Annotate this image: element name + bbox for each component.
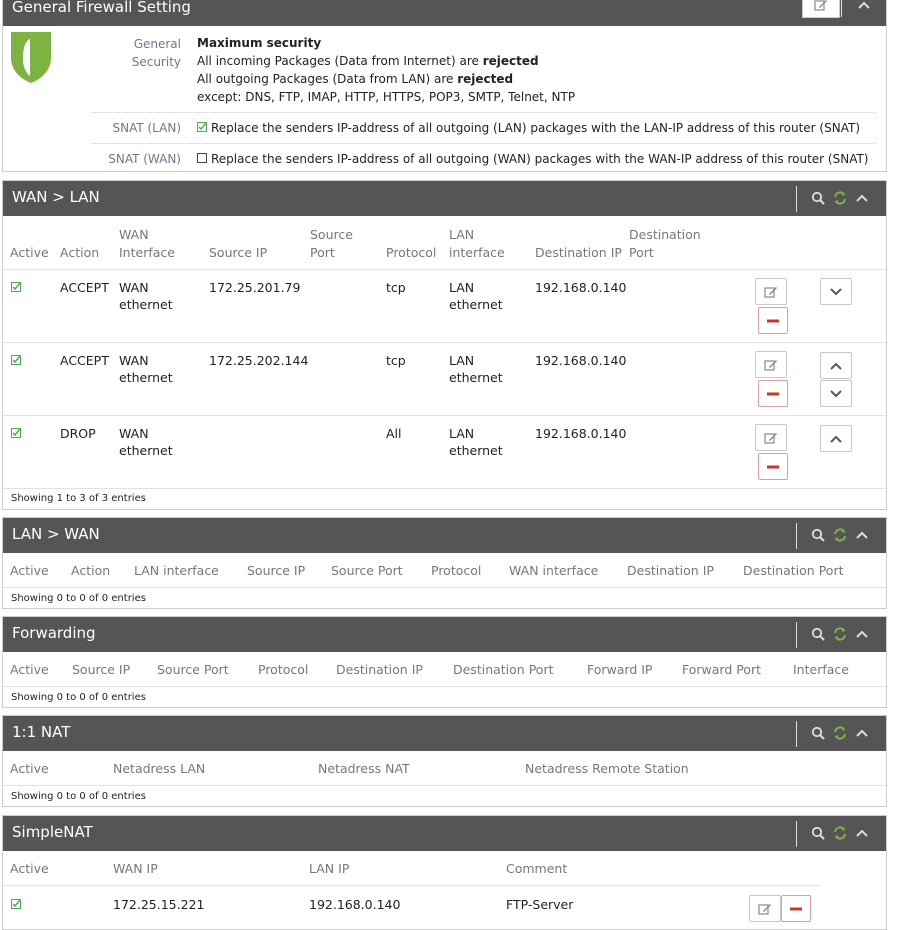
refresh-icon <box>833 726 847 740</box>
cell-wan-interface <box>119 352 173 386</box>
panel-tools <box>796 617 886 652</box>
col-forward-port: Forward Port <box>682 662 762 677</box>
header-line: interface <box>449 245 505 260</box>
divider <box>3 686 886 687</box>
divider <box>796 186 797 212</box>
cell-lan-interface <box>449 352 503 386</box>
search-button[interactable] <box>810 626 826 642</box>
col-source-port: Source Port <box>331 563 403 578</box>
cell-destination-ip: 192.168.0.140 <box>535 426 627 441</box>
move-up-button[interactable] <box>820 352 852 379</box>
divider <box>796 523 797 549</box>
col-forward-ip: Forward IP <box>587 662 653 677</box>
nat11-panel <box>2 715 887 807</box>
entries-info: Showing 0 to 0 of 0 entries <box>11 692 146 703</box>
col-destination-port <box>629 226 701 262</box>
edit-button[interactable] <box>749 895 781 922</box>
entries-info: Showing 0 to 0 of 0 entries <box>11 791 146 802</box>
chevron-up-icon <box>857 0 871 10</box>
cell-action: DROP <box>60 426 96 441</box>
col-active: Active <box>10 245 49 260</box>
collapse-button[interactable] <box>854 825 870 841</box>
divider <box>796 721 797 747</box>
forwarding-panel <box>2 616 887 708</box>
col-protocol: Protocol <box>386 245 437 260</box>
chevron-up-icon <box>829 434 843 444</box>
search-icon <box>811 191 825 205</box>
search-icon <box>811 726 825 740</box>
divider <box>796 821 797 847</box>
col-netadress-nat: Netadress NAT <box>318 761 410 776</box>
panel-header <box>3 181 886 216</box>
snat-wan-text: Replace the senders IP-address of all outgoing (WAN) packages with the WAN-IP address of this router (SNAT) <box>211 152 869 166</box>
header-line: Port <box>629 245 654 260</box>
move-up-button[interactable] <box>820 425 852 452</box>
edit-button[interactable] <box>755 424 787 451</box>
edit-button[interactable] <box>755 351 787 378</box>
entries-info: Showing 0 to 0 of 0 entries <box>11 593 146 604</box>
header-line: Interface <box>119 245 175 260</box>
remove-button[interactable] <box>758 453 788 480</box>
col-destination-ip: Destination IP <box>535 245 622 260</box>
header-line: LAN <box>449 227 475 242</box>
search-button[interactable] <box>810 725 826 741</box>
minus-icon <box>790 907 802 911</box>
collapse-button[interactable] <box>854 725 870 741</box>
panel-tools <box>796 181 886 216</box>
chevron-up-icon <box>855 828 869 838</box>
edit-icon <box>764 432 778 444</box>
cell-destination-ip: 192.168.0.140 <box>535 280 627 295</box>
panel-header <box>3 716 886 751</box>
cell-line: LAN <box>449 353 475 368</box>
edit-icon <box>758 903 772 915</box>
panel-title: General Firewall Setting <box>12 0 191 16</box>
entries-info: Showing 1 to 3 of 3 entries <box>11 493 146 504</box>
cell-lan-interface <box>449 279 503 313</box>
move-down-button[interactable] <box>820 278 852 305</box>
cell-action: ACCEPT <box>60 353 109 368</box>
col-action: Action <box>71 563 111 578</box>
checkbox-checked-icon[interactable] <box>11 355 21 365</box>
incoming-status: rejected <box>482 54 539 68</box>
snat-lan-text: Replace the senders IP-address of all outgoing (LAN) packages with the LAN-IP address of this router (SNAT) <box>211 121 860 135</box>
panel-tools <box>796 0 886 34</box>
refresh-button[interactable] <box>832 725 848 741</box>
search-icon <box>811 826 825 840</box>
minus-icon <box>767 319 779 323</box>
divider <box>3 269 886 270</box>
chevron-up-icon <box>855 193 869 203</box>
chevron-down-icon <box>829 287 843 297</box>
col-destination-ip: Destination IP <box>336 662 423 677</box>
header-line: Source <box>310 227 353 242</box>
col-active: Active <box>10 761 49 776</box>
col-source-ip: Source IP <box>247 563 306 578</box>
simplenat-panel <box>2 815 887 930</box>
edit-button[interactable] <box>755 278 787 305</box>
cell-source-ip: 172.25.202.144 <box>209 353 309 368</box>
panel-title: 1:1 NAT <box>12 723 71 741</box>
col-destination-port: Destination Port <box>453 662 554 677</box>
lan-wan-panel <box>2 517 887 609</box>
checkbox-unchecked-icon[interactable] <box>197 153 207 163</box>
col-interface: Interface <box>793 662 849 677</box>
cell-line: ethernet <box>119 443 173 458</box>
divider <box>841 0 842 17</box>
search-button[interactable] <box>810 190 826 206</box>
remove-button[interactable] <box>781 895 811 922</box>
collapse-button[interactable] <box>854 190 870 206</box>
cell-line: ethernet <box>119 370 173 385</box>
cell-wan-interface <box>119 279 173 313</box>
col-destination-ip: Destination IP <box>627 563 714 578</box>
col-protocol: Protocol <box>258 662 309 677</box>
refresh-button[interactable] <box>832 626 848 642</box>
move-down-button[interactable] <box>820 380 852 407</box>
cell-lan-interface <box>449 425 503 459</box>
col-lan-interface <box>449 226 505 262</box>
chevron-up-icon <box>855 728 869 738</box>
collapse-button[interactable] <box>856 0 872 13</box>
col-source-ip: Source IP <box>209 245 268 260</box>
cell-line: LAN <box>449 426 475 441</box>
col-active: Active <box>10 662 49 677</box>
exceptions: except: DNS, FTP, IMAP, HTTP, HTTPS, POP3, SMTP, Telnet, NTP <box>197 90 576 104</box>
panel-tools <box>796 518 886 553</box>
col-netadress-lan: Netadress LAN <box>113 761 206 776</box>
panel-tools <box>796 816 886 851</box>
snat-wan-label: SNAT (WAN) <box>108 152 181 166</box>
panel-header <box>3 816 886 851</box>
divider <box>3 342 886 343</box>
minus-icon <box>767 465 779 469</box>
col-destination-port: Destination Port <box>743 563 844 578</box>
outgoing-rule <box>197 72 513 86</box>
col-lan-interface: LAN interface <box>134 563 219 578</box>
divider <box>91 143 876 144</box>
panel-title: SimpleNAT <box>12 823 93 841</box>
panel-header <box>3 518 886 553</box>
cell-line: WAN <box>119 426 149 441</box>
col-wan-ip: WAN IP <box>113 861 158 876</box>
search-icon <box>811 627 825 641</box>
cell-line: WAN <box>119 353 149 368</box>
cell-wan-interface <box>119 425 173 459</box>
security-level: Maximum security <box>197 36 322 50</box>
divider <box>3 488 886 489</box>
col-active: Active <box>10 861 49 876</box>
col-protocol: Protocol <box>431 563 482 578</box>
edit-icon <box>764 286 778 298</box>
divider <box>3 415 886 416</box>
panel-title: LAN > WAN <box>12 525 100 543</box>
shield-icon <box>9 30 53 84</box>
col-source-port <box>310 226 353 262</box>
refresh-button[interactable] <box>832 825 848 841</box>
cell-line: ethernet <box>449 297 503 312</box>
refresh-icon <box>833 627 847 641</box>
cell-lan-ip: 192.168.0.140 <box>309 897 401 912</box>
panel-title: WAN > LAN <box>12 188 100 206</box>
panel-title: Forwarding <box>12 624 96 642</box>
header-line: WAN <box>119 227 149 242</box>
collapse-button[interactable] <box>854 527 870 543</box>
refresh-icon <box>833 826 847 840</box>
refresh-button[interactable] <box>832 527 848 543</box>
checkbox-checked-icon[interactable] <box>11 428 21 438</box>
checkbox-checked-icon[interactable] <box>197 122 207 132</box>
divider <box>3 785 886 786</box>
search-button[interactable] <box>810 825 826 841</box>
cell-protocol: All <box>386 426 402 441</box>
col-source-ip: Source IP <box>72 662 131 677</box>
col-active: Active <box>10 563 49 578</box>
panel-tools <box>796 716 886 751</box>
minus-icon <box>767 392 779 396</box>
divider <box>796 622 797 648</box>
cell-comment: FTP-Server <box>506 897 574 912</box>
col-wan-interface: WAN interface <box>509 563 599 578</box>
general-firewall-panel <box>2 0 887 172</box>
cell-line: ethernet <box>449 443 503 458</box>
remove-button[interactable] <box>758 380 788 407</box>
divider <box>91 112 876 113</box>
cell-protocol: tcp <box>386 353 406 368</box>
divider <box>3 885 820 886</box>
edit-button[interactable] <box>802 0 840 18</box>
refresh-icon <box>833 191 847 205</box>
col-action: Action <box>60 245 100 260</box>
checkbox-checked-icon[interactable] <box>11 282 21 292</box>
search-icon <box>811 528 825 542</box>
cell-line: ethernet <box>449 370 503 385</box>
refresh-icon <box>833 528 847 542</box>
cell-destination-ip: 192.168.0.140 <box>535 353 627 368</box>
edit-icon <box>814 0 828 11</box>
snat-lan-label: SNAT (LAN) <box>112 121 181 135</box>
collapse-button[interactable] <box>854 626 870 642</box>
remove-button[interactable] <box>758 307 788 334</box>
panel-header <box>3 0 886 26</box>
cell-action: ACCEPT <box>60 280 109 295</box>
checkbox-checked-icon[interactable] <box>11 899 21 909</box>
cell-line: ethernet <box>119 297 173 312</box>
edit-icon <box>764 359 778 371</box>
chevron-up-icon <box>855 629 869 639</box>
cell-wan-ip: 172.25.15.221 <box>113 897 205 912</box>
col-source-port: Source Port <box>157 662 229 677</box>
col-comment: Comment <box>506 861 568 876</box>
col-wan-interface <box>119 226 175 262</box>
refresh-button[interactable] <box>832 190 848 206</box>
outgoing-text: All outgoing Packages (Data from LAN) are <box>197 72 454 86</box>
search-button[interactable] <box>810 527 826 543</box>
col-lan-ip: LAN IP <box>309 861 350 876</box>
general-security-label: General Security <box>131 37 181 69</box>
incoming-text: All incoming Packages (Data from Internet) are <box>197 54 479 68</box>
outgoing-status: rejected <box>457 72 514 86</box>
incoming-rule <box>197 54 539 68</box>
cell-source-ip: 172.25.201.79 <box>209 280 301 295</box>
cell-protocol: tcp <box>386 280 406 295</box>
divider <box>3 587 886 588</box>
cell-line: LAN <box>449 280 475 295</box>
wan-lan-panel <box>2 180 887 510</box>
chevron-up-icon <box>855 530 869 540</box>
cell-line: WAN <box>119 280 149 295</box>
header-line: Port <box>310 245 335 260</box>
header-line: Destination <box>629 227 701 242</box>
panel-header <box>3 617 886 652</box>
chevron-up-icon <box>829 361 843 371</box>
col-netadress-remote: Netadress Remote Station <box>525 761 689 776</box>
chevron-down-icon <box>829 389 843 399</box>
